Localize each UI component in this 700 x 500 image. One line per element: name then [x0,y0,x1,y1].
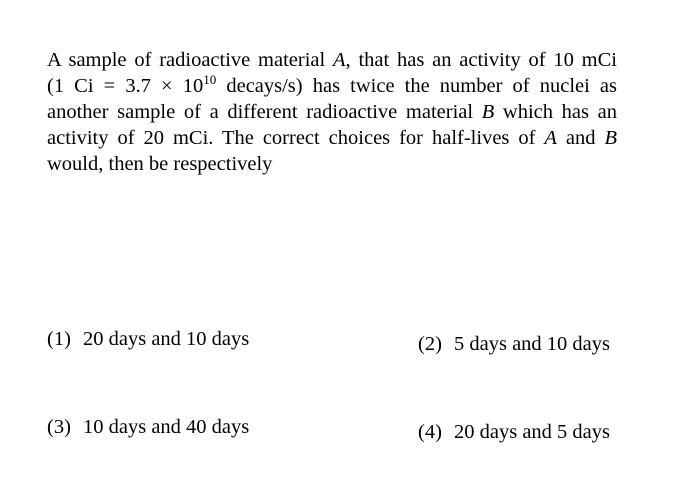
question-line-3: another sample of a different radioactive material B which has an [47,101,617,123]
question-line-4: activity of 20 mCi. The correct choices for half-lives of A and B [47,127,617,149]
option-number: (4) [418,421,442,443]
material-a-symbol: A [333,49,346,71]
option-text: 20 days and 5 days [454,421,611,443]
option-4[interactable] [418,419,610,445]
question-line-2: (1 $Ci = 3.7 \times 10^{10}$ decays/s) has twice the number of nuclei as [47,72,617,97]
question-line-1: A sample of radioactive material A, that has an activity of 10 mCi [47,49,617,71]
option-number: (3) [47,416,71,438]
material-a-symbol: A [544,127,557,149]
question-text [47,47,617,177]
option-number: (1) [47,328,71,350]
exponent: 10 [203,72,217,87]
option-text: 5 days and 10 days [454,333,611,355]
material-b-symbol: B [481,101,495,123]
option-1[interactable] [47,326,249,352]
material-b-symbol: B [604,127,617,149]
option-3[interactable] [47,414,249,440]
question-line-5: would, then be respectively [47,153,273,175]
option-2[interactable] [418,331,610,357]
option-text: 10 days and 40 days [83,416,250,438]
option-number: (2) [418,333,442,355]
option-text: 20 days and 10 days [83,328,250,350]
